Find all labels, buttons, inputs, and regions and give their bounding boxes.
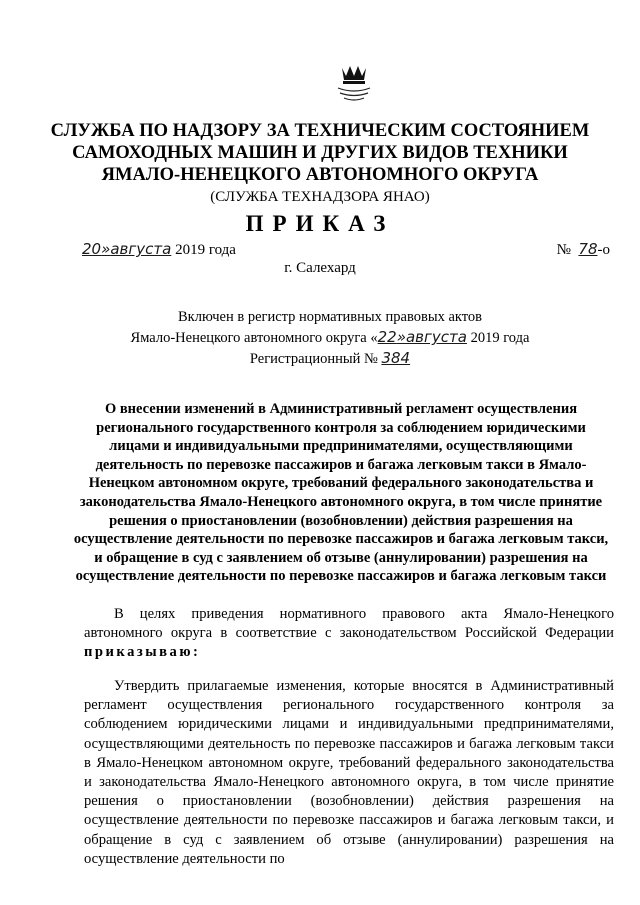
order-number (557, 240, 610, 259)
registration-line-2: Ямало-Ненецкого автономного округа «22»августа 2019 года (130, 328, 530, 346)
main-paragraph-text: Утвердить прилагаемые изменения, которые вносятся в Административный регламент осуществления регионального государственного контроля за соблюдением юридическими лицами и индивидуальными предпринимателями, осуществляющими деятельность по перевозке пассажиров и багажа легковым такси в Ямало-Ненецком автономном округе, требований федерального законодательства и законодательства Ямало-Ненецкого автономного округа, в том числе принятие решения о приостановлении (возобновлении) действия разрешения на осуществление деятельности по перевозке пассажиров и багажа легковым такси, и обращение в суд с заявлением об отзыве (аннулировании) разрешения на осуществление деятельности по (84, 678, 614, 867)
main-paragraph (84, 677, 614, 869)
order-date-year: 2019 года (175, 242, 236, 258)
registration-line-3: Регистрационный № 384 (249, 349, 411, 367)
registration-stamp (80, 307, 580, 369)
preamble-paragraph (84, 605, 614, 662)
preamble-text: В целях приведения нормативного правового акта Ямало-Ненецкого автономного округа в соответствие с законодательством Российской Федерации (84, 606, 614, 641)
coat-of-arms-icon (334, 62, 374, 110)
order-date: 20»августа 2019 года (82, 240, 236, 258)
order-date-month: августа (110, 240, 172, 258)
org-abbreviation: (СЛУЖБА ТЕХНАДЗОРА ЯНАО) (210, 189, 430, 205)
order-number-suffix: -о (597, 242, 610, 258)
city: г. Салехард (284, 260, 356, 276)
document-title: ПРИКАЗ (245, 211, 395, 236)
organization-header (0, 120, 640, 207)
registration-day: 22 (377, 328, 397, 346)
order-date-day: 20 (82, 240, 102, 258)
order-word: приказываю: (84, 644, 201, 660)
document-subject: О внесении изменений в Административный регламент осуществления регионального государственного контроля за соблюдением юридическими лицами и индивидуальными предпринимателями, осуществляющими деятельность по перевозке пассажиров и багажа легковым такси в Ямало-Ненецком автономном округе, требований федерального законодательства и законодательства Ямало-Ненецкого автономного округа, в том числе принятие решения о приостановлении (возобновлении) действия разрешения на осуществление деятельности по перевозке пассажиров и багажа легковым такси, и обращение в суд с заявлением об отзыве (аннулировании) разрешения на осуществление деятельности по перевозке пассажиров и багажа легковым такси (73, 401, 609, 585)
org-name-line-1: СЛУЖБА ПО НАДЗОРУ ЗА ТЕХНИЧЕСКИМ СОСТОЯНИЕМ (50, 121, 590, 141)
registration-month: августа (405, 328, 467, 346)
order-number-prefix: № (556, 242, 571, 258)
org-name-line-2: САМОХОДНЫХ МАШИН И ДРУГИХ ВИДОВ ТЕХНИКИ (72, 143, 568, 163)
registration-line-1: Включен в регистр нормативных правовых актов (178, 309, 482, 325)
registration-number: 384 (381, 349, 411, 367)
order-number-value: 78 (578, 240, 598, 258)
org-name-line-3: ЯМАЛО-НЕНЕЦКОГО АВТОНОМНОГО ОКРУГА (101, 165, 539, 185)
